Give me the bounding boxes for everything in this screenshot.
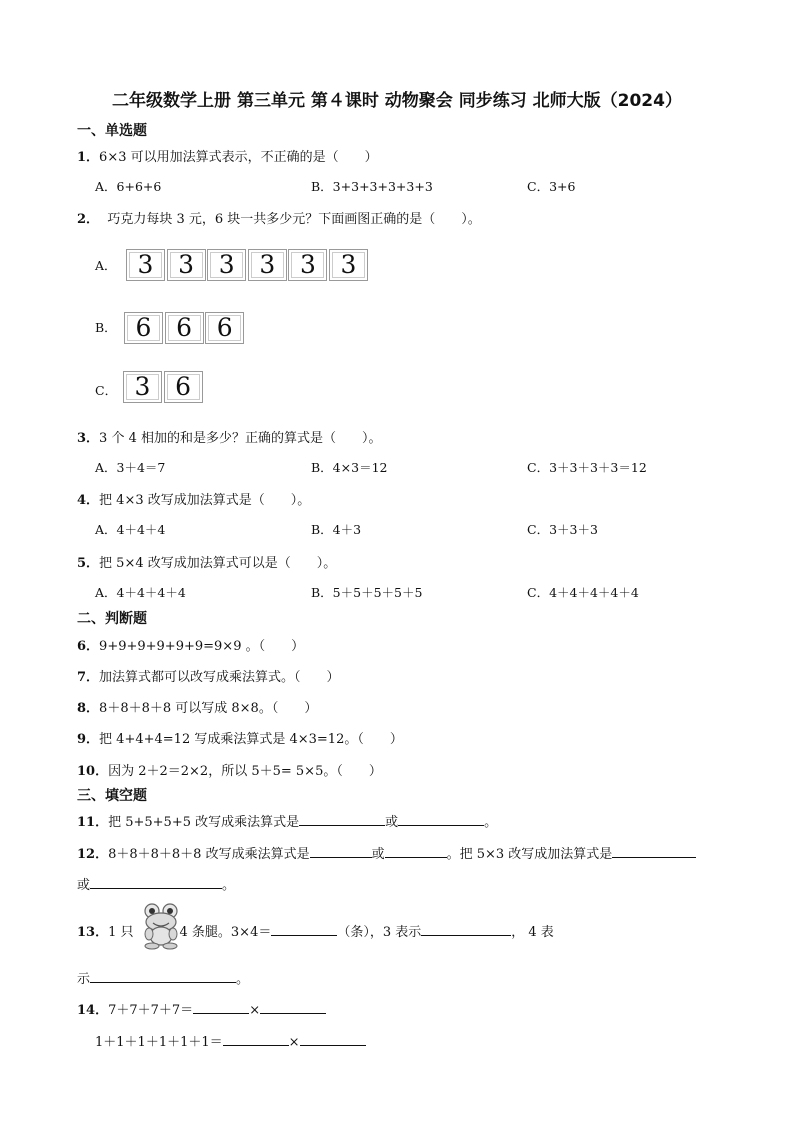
option-a-label[interactable]: A．: [95, 258, 117, 273]
option-a[interactable]: A．6+6+6: [95, 179, 162, 194]
option-b-label[interactable]: B．: [95, 320, 117, 335]
number-box: 6: [205, 312, 244, 344]
question-14: [77, 999, 326, 1018]
question-text: 或: [385, 815, 399, 830]
question-14-line-2: [95, 1031, 366, 1050]
question-text: 巧克力每块 3 元，6 块一共多少元？下面画图正确的是（ ）。: [107, 212, 481, 227]
option-c[interactable]: C．3＋3＋3: [527, 522, 598, 537]
option-a[interactable]: A．4＋4＋4＋4: [95, 585, 186, 600]
question-text: 把 5+5+5+5 改写成乘法算式是: [108, 815, 300, 830]
question-5: [77, 552, 336, 571]
answer-blank[interactable]: [398, 811, 484, 826]
question-text: 9+9+9+9+9+9=9×9 。（ ）: [99, 639, 305, 654]
answer-blank[interactable]: [90, 874, 222, 889]
answer-blank[interactable]: [223, 1031, 289, 1046]
question-12: [77, 843, 696, 862]
question-number: 5．: [77, 556, 100, 571]
answer-blank[interactable]: [310, 843, 372, 858]
section-heading-single-choice: 一、单选题: [77, 123, 147, 139]
question-6: [77, 635, 304, 654]
number-box: 3: [167, 249, 206, 281]
question-number: 1．: [77, 150, 100, 165]
answer-blank[interactable]: [271, 921, 337, 936]
question-1: [77, 146, 378, 165]
question-number: 10．: [77, 764, 109, 779]
question-number: 3．: [77, 431, 100, 446]
option-c[interactable]: C．3＋3＋3＋3＝12: [527, 460, 647, 475]
question-text: 把 4+4+4=12 写成乘法算式是 4×3=12。（ ）: [99, 732, 403, 747]
answer-blank[interactable]: [300, 1031, 366, 1046]
number-box: 6: [165, 312, 204, 344]
question-text: 7＋7＋7＋7＝: [108, 1003, 194, 1018]
question-9: [77, 728, 403, 747]
question-text: 6×3 可以用加法算式表示，不正确的是（ ）: [99, 150, 378, 165]
answer-blank[interactable]: [90, 968, 236, 983]
number-box: 6: [164, 371, 203, 403]
question-number: 6．: [77, 639, 100, 654]
answer-blank[interactable]: [612, 843, 696, 858]
question-text: 。: [222, 878, 236, 893]
question-text: 加法算式都可以改写成乘法算式。（ ）: [99, 670, 340, 685]
question-4: [77, 489, 310, 508]
number-box: 3: [288, 249, 327, 281]
question-number: 11．: [77, 815, 109, 830]
number-box: 3: [207, 249, 246, 281]
question-number: 12．: [77, 847, 109, 862]
question-number: 14．: [77, 1003, 109, 1018]
question-text: 或: [371, 847, 385, 862]
question-text: 示: [77, 972, 91, 987]
question-12-line-2: [77, 874, 235, 893]
question-text: 4 条腿。3×4＝: [179, 925, 272, 940]
question-13-line-2: [77, 968, 249, 987]
option-c[interactable]: C．3+6: [527, 179, 576, 194]
question-7: [77, 666, 340, 685]
question-text: 。: [236, 972, 250, 987]
question-text: ， 4 表: [511, 925, 554, 940]
section-heading-true-false: 二、判断题: [77, 611, 147, 627]
option-b[interactable]: B．3+3+3+3+3+3: [311, 179, 433, 194]
question-text: 8＋8＋8＋8 可以写成 8×8。（ ）: [99, 701, 318, 716]
frog-icon: [141, 902, 181, 950]
option-c[interactable]: C．4＋4＋4＋4＋4: [527, 585, 639, 600]
number-box: 3: [248, 249, 287, 281]
question-number: 13．: [77, 925, 109, 940]
question-3: [77, 427, 382, 446]
question-number: 8．: [77, 701, 100, 716]
question-text: ×: [288, 1035, 300, 1050]
question-text: （条），3 表示: [337, 925, 422, 940]
answer-blank[interactable]: [421, 921, 511, 936]
answer-blank[interactable]: [193, 999, 249, 1014]
question-11: [77, 811, 497, 830]
option-b[interactable]: B．5＋5＋5＋5＋5: [311, 585, 423, 600]
option-c-label[interactable]: C．: [95, 383, 118, 398]
question-text: ×: [249, 1003, 261, 1018]
question-text: 8＋8＋8＋8＋8 改写成乘法算式是: [108, 847, 310, 862]
number-box: 3: [126, 249, 165, 281]
question-text: 。: [484, 815, 498, 830]
question-number: 2．: [77, 212, 100, 227]
question-text: 把 5×4 改写成加法算式可以是（ ）。: [99, 556, 337, 571]
question-text: 3 个 4 相加的和是多少？正确的算式是（ ）。: [99, 431, 382, 446]
question-text: 或: [77, 878, 91, 893]
question-text: 1 只: [108, 925, 134, 940]
number-box: 3: [123, 371, 162, 403]
question-2: [77, 208, 481, 227]
number-box: 6: [124, 312, 163, 344]
page-title: 二年级数学上册 第三单元 第４课时 动物聚会 同步练习 北师大版（2024）: [112, 91, 682, 111]
question-text: 把 4×3 改写成加法算式是（ ）。: [99, 493, 311, 508]
question-text: 1＋1＋1＋1＋1＋1＝: [95, 1035, 223, 1050]
option-b[interactable]: B．4×3＝12: [311, 460, 388, 475]
question-number: 4．: [77, 493, 100, 508]
question-10: [77, 760, 382, 779]
question-text: 。把 5×3 改写成加法算式是: [446, 847, 613, 862]
answer-blank[interactable]: [385, 843, 447, 858]
answer-blank[interactable]: [260, 999, 326, 1014]
question-8: [77, 697, 317, 716]
option-a[interactable]: A．4＋4＋4: [95, 522, 166, 537]
question-text: 因为 2＋2＝2×2，所以 5＋5= 5×5。（ ）: [108, 764, 382, 779]
section-heading-fill-in: 三、填空题: [77, 788, 147, 804]
question-number: 7．: [77, 670, 100, 685]
number-box: 3: [329, 249, 368, 281]
question-number: 9．: [77, 732, 100, 747]
option-a[interactable]: A．3＋4＝7: [95, 460, 166, 475]
option-b[interactable]: B．4＋3: [311, 522, 362, 537]
answer-blank[interactable]: [299, 811, 385, 826]
